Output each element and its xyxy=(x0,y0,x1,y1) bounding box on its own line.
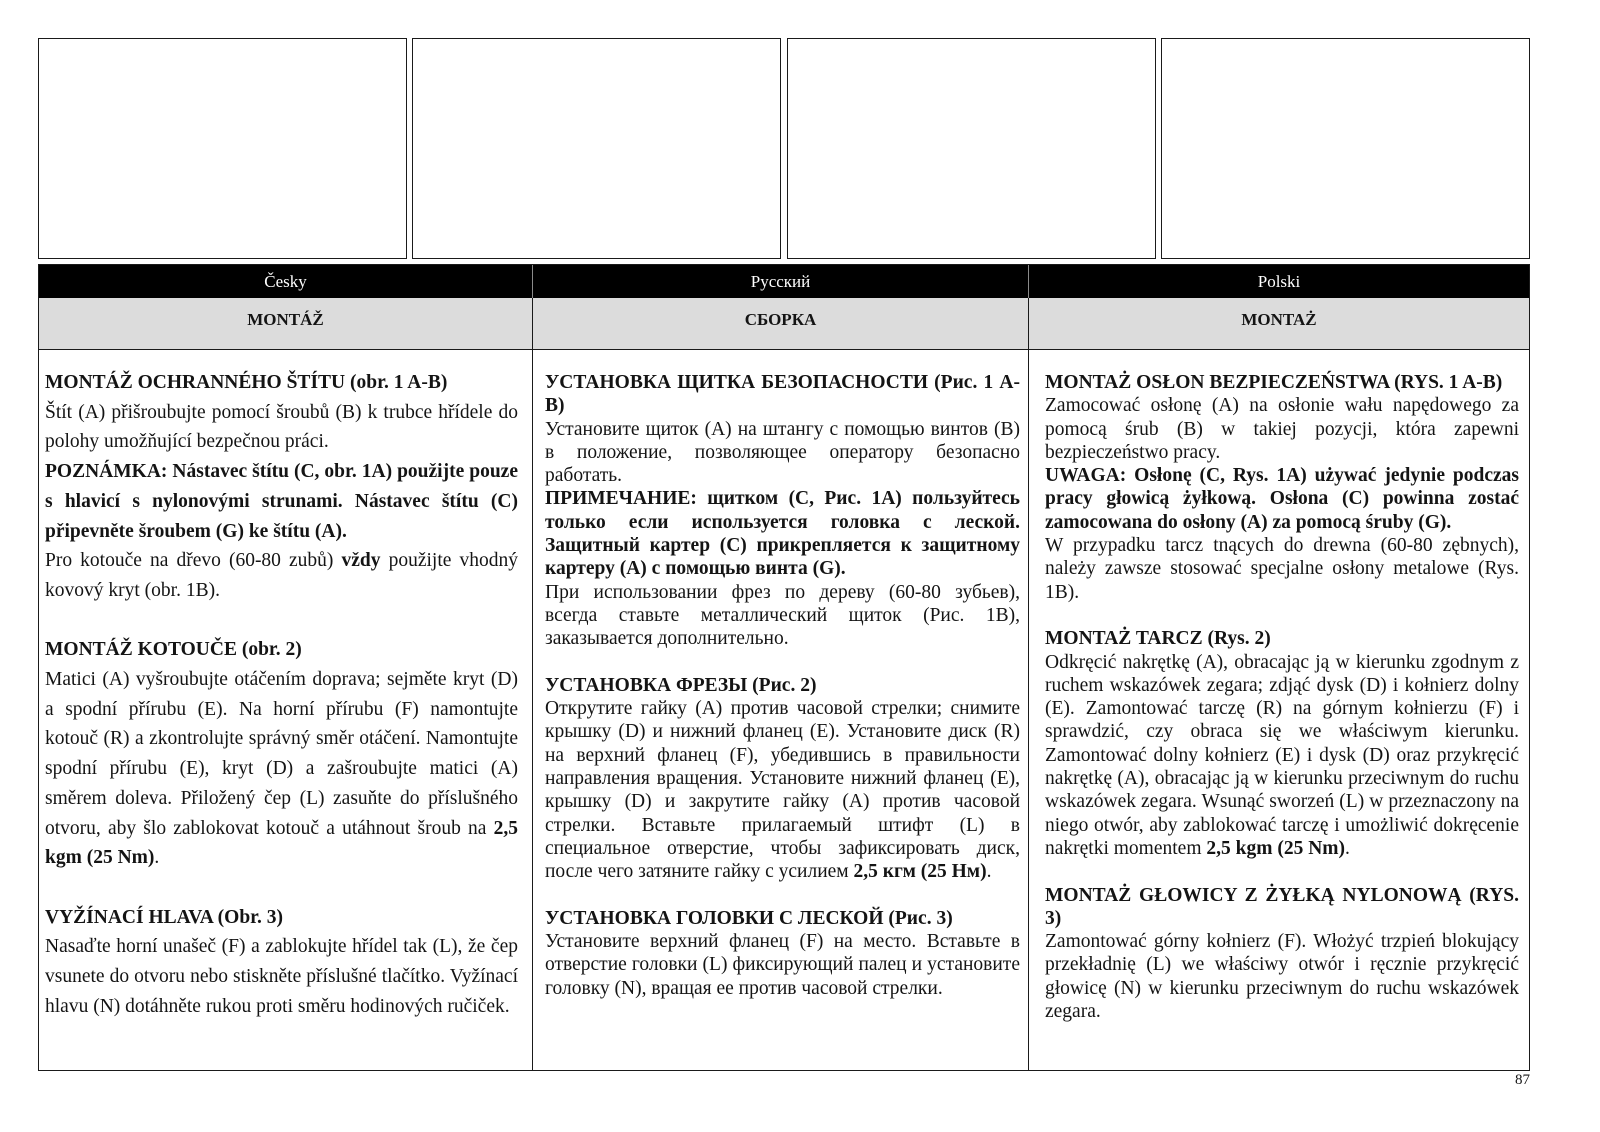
blade-assembly-text xyxy=(45,665,518,873)
metal-guard-text-start: Pro kotouče na dřevo (60-80 zubů) xyxy=(45,550,342,572)
blade-assembly-text-end: . xyxy=(154,847,160,869)
figure-3-image xyxy=(787,38,1156,259)
column-body-czech xyxy=(39,350,533,1070)
trimmer-head-text: Установите верхний фланец (F) на место. Вставьте в отверстие головки (L) фиксирующий палец и установите головку (N), вращая ее против часовой стрелки. xyxy=(545,931,1020,999)
blade-assembly-heading: MONTAŻ TARCZ (Rys. 2) xyxy=(1045,628,1271,650)
page-number: 87 xyxy=(1515,1072,1530,1088)
blade-assembly-text-start: Odkręcić nakrętkę (A), obracając ją w kierunku zgodnym z ruchem wskazówek zegara; zdjąć dysk (D) i kołnierz dolny (E). Zamontować tarczę (R) na górnym kołnierzu (F) i sprawdzić, czy obraca się we właściwym kierunku. Zamontować dolny kołnierz (E) i dysk (D) oraz przykręcić nakrętkę (A), obracając ją w kierunku przeciwnym do ruchu wskazówek zegara. Wsunąć sworzeń (L) w przeznaczony na niego otwór, aby zablokować tarczę i umożliwić dokręcenie nakrętki momentem xyxy=(1045,651,1519,859)
blade-assembly-text-end: . xyxy=(1345,837,1350,859)
trimmer-head-heading: MONTAŻ GŁOWICY Z ŻYŁKĄ NYLONOWĄ (RYS. 3) xyxy=(1045,884,1519,929)
guard-assembly-heading: MONTAŻ OSŁON BEZPIECZEŃSTWA (RYS. 1 A-B) xyxy=(1045,372,1503,393)
blade-assembly-text xyxy=(1045,651,1519,861)
guard-note: UWAGA: Osłonę (C, Rys. 1A) używać jedynie podczas pracy głowicą żyłkową. Osłona (C) powinna zostać zamocowana do osłony (A) za pomocą śruby (G). xyxy=(1045,465,1519,533)
blade-assembly-text-end: . xyxy=(986,861,992,883)
metal-guard-text: При использовании фрез по дереву (60-80 зубьев), всегда ставьте металлический щиток (Рис. 1В), заказывается дополнительно. xyxy=(545,581,1020,650)
language-header-polish: Polski xyxy=(1029,265,1529,298)
guard-note: ПРИМЕЧАНИЕ: щитком (С, Рис. 1А) пользуйтесь только если используется головка с леской. Защитный картер (С) прикрепляется к защитному картеру (А) с помощью винта (G). xyxy=(545,488,1020,580)
torque-value: 2,5 kgm (25 Nm) xyxy=(45,817,518,869)
figure-4-image xyxy=(1161,38,1530,259)
figure-1-image xyxy=(38,38,407,259)
column-polish xyxy=(1029,265,1529,1070)
metal-guard-text: W przypadku tarcz tnących do drewna (60-80 zębnych), należy zawsze stosować specjalne osłony metalowe (Rys. 1B). xyxy=(1045,535,1519,603)
language-header-czech: Česky xyxy=(39,265,533,298)
blade-assembly-text xyxy=(545,697,1020,883)
language-header-russian: Русский xyxy=(533,265,1029,298)
guard-assembly-text: Установите щиток (А) на штангу с помощью винтов (В) в положение, позволяющее оператору безопасно работать. xyxy=(545,418,1020,487)
trimmer-head-heading: VYŽÍNACÍ HLAVA (Obr. 3) xyxy=(45,906,284,928)
blade-assembly-text-start: Matici (A) vyšroubujte otáčením doprava; sejměte kryt (D) a spodní přírubu (E). Na horní přírubu (F) namontujte kotouč (R) a zkontrolujte správný směr otáčení. Namontujte spodní přírubu (E), kryt (D) a zašroubujte matici (A) směrem doleva. Přiložený čep (L) zasuňte do příslušného otvoru, aby šlo zablokovat kotouč a utáhnout šroub na xyxy=(45,669,518,839)
guard-assembly-text: Štít (A) přišroubujte pomocí šroubů (B) k trubce hřídele do polohy umožňující bezpečnou práci. xyxy=(45,401,518,453)
guard-assembly-heading: УСТАНОВКА ЩИТКА БЕЗОПАСНОСТИ (Рис. 1 А-В) xyxy=(545,372,1020,417)
metal-guard-text-end: použijte vhodný kovový kryt (obr. 1B). xyxy=(45,550,518,601)
column-russian xyxy=(533,265,1029,1070)
figure-2-image xyxy=(412,38,781,259)
guard-note: POZNÁMKA: Nástavec štítu (C, obr. 1A) použijte pouze s hlavicí s nylonovými strunami. Nástavec štítu (C) připevněte šroubem (G) ke štítu (A). xyxy=(45,461,518,542)
column-body-polish xyxy=(1029,350,1529,1070)
section-title-polish: MONTAŻ xyxy=(1029,298,1529,350)
instructions-table xyxy=(38,264,1530,1071)
section-title-czech: MONTÁŽ xyxy=(39,298,533,350)
blade-assembly-heading: УСТАНОВКА ФРЕЗЫ (Рис. 2) xyxy=(545,674,817,696)
torque-value: 2,5 kgm (25 Nm) xyxy=(1206,837,1346,859)
trimmer-head-text: Zamontować górny kołnierz (F). Włożyć trzpień blokujący przekładnię (L) we właściwy otwór i ręcznie przykręcić głowicę (N) w kierunku przeciwnym do ruchu wskazówek zegara. xyxy=(1045,931,1519,1023)
blade-assembly-text-start: Открутите гайку (А) против часовой стрелки; снимите крышку (D) и нижний фланец (Е). Установите диск (R) на верхний фланец (F), убедившись в правильности направления вращения. Установите нижний фланец (Е), крышку (D) и закрутите гайку (А) против часовой стрелки. Вставьте прилагаемый штифт (L) в специальное отверстие, чтобы зафиксировать диск, после чего затяните гайку с усилием xyxy=(545,698,1020,883)
trimmer-head-heading: УСТАНОВКА ГОЛОВКИ С ЛЕСКОЙ (Рис. 3) xyxy=(545,907,953,929)
trimmer-head-text: Nasaďte horní unašeč (F) a zablokujte hřídel tak (L), že čep vsunete do otvoru nebo stiskněte příslušné tlačítko. Vyžínací hlavu (N) dotáhněte rukou proti směru hodinových ručiček. xyxy=(45,936,518,1017)
section-title-russian: СБОРКА xyxy=(533,298,1029,350)
metal-guard-emphasis: vždy xyxy=(341,550,381,572)
metal-guard-text xyxy=(45,546,518,605)
column-body-russian xyxy=(533,350,1029,1070)
blade-assembly-heading: MONTÁŽ KOTOUČE (obr. 2) xyxy=(45,639,302,661)
guard-assembly-heading: MONTÁŽ OCHRANNÉHO ŠTÍTU (obr. 1 A-B) xyxy=(45,372,448,393)
torque-value: 2,5 кгм (25 Нм) xyxy=(853,861,987,883)
column-czech xyxy=(39,265,533,1070)
guard-assembly-text: Zamocować osłonę (A) na osłonie wału napędowego za pomocą śrub (B) w takiej pozycji, która zapewni bezpieczeństwo pracy. xyxy=(1045,395,1519,463)
